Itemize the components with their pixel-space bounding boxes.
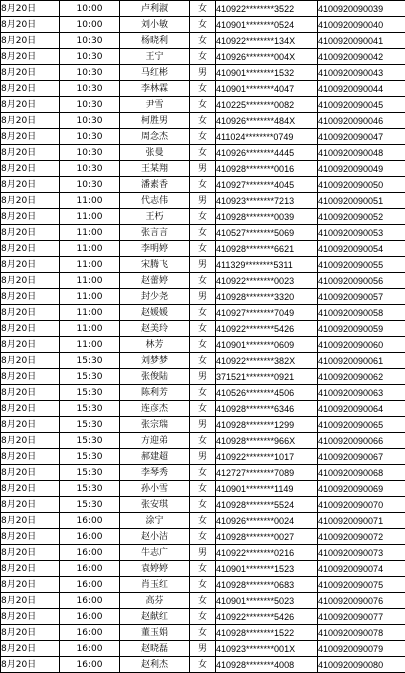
table-row <box>1 177 405 193</box>
date-cell: 8月20日 <box>1 353 60 369</box>
gender-cell: 女 <box>190 1 216 17</box>
registration-number-cell: 4100920090047 <box>318 129 405 145</box>
table-row <box>1 161 405 177</box>
id-number-cell: 410922********5426 <box>216 321 318 337</box>
time-cell: 15:30 <box>60 497 120 513</box>
gender-cell: 女 <box>190 49 216 65</box>
registration-number-cell: 4100920090061 <box>318 353 405 369</box>
registration-number-cell: 4100920090054 <box>318 241 405 257</box>
time-cell: 16:00 <box>60 593 120 609</box>
name-cell: 李明婷 <box>120 241 190 257</box>
id-number-cell: 410922********0023 <box>216 273 318 289</box>
table-row <box>1 625 405 641</box>
table-row <box>1 273 405 289</box>
date-cell: 8月20日 <box>1 1 60 17</box>
time-cell: 16:00 <box>60 529 120 545</box>
gender-cell: 女 <box>190 385 216 401</box>
date-cell: 8月20日 <box>1 337 60 353</box>
date-cell: 8月20日 <box>1 449 60 465</box>
gender-cell: 女 <box>190 593 216 609</box>
table-row <box>1 577 405 593</box>
table-row <box>1 145 405 161</box>
registration-number-cell: 4100920090070 <box>318 497 405 513</box>
table-row <box>1 49 405 65</box>
name-cell: 赵蕾婷 <box>120 273 190 289</box>
date-cell: 8月20日 <box>1 241 60 257</box>
name-cell: 连彦杰 <box>120 401 190 417</box>
date-cell: 8月20日 <box>1 593 60 609</box>
gender-cell: 女 <box>190 177 216 193</box>
date-cell: 8月20日 <box>1 49 60 65</box>
table-row <box>1 401 405 417</box>
registration-number-cell: 4100920090080 <box>318 657 405 673</box>
registration-number-cell: 4100920090045 <box>318 97 405 113</box>
date-cell: 8月20日 <box>1 657 60 673</box>
time-cell: 16:00 <box>60 657 120 673</box>
name-cell: 林芳 <box>120 337 190 353</box>
id-number-cell: 410901********0609 <box>216 337 318 353</box>
table-row <box>1 561 405 577</box>
gender-cell: 女 <box>190 337 216 353</box>
registration-number-cell: 4100920090067 <box>318 449 405 465</box>
date-cell: 8月20日 <box>1 561 60 577</box>
date-cell: 8月20日 <box>1 417 60 433</box>
registration-number-cell: 4100920090073 <box>318 545 405 561</box>
date-cell: 8月20日 <box>1 33 60 49</box>
date-cell: 8月20日 <box>1 129 60 145</box>
id-number-cell: 410928********966X <box>216 433 318 449</box>
id-number-cell: 410926********0024 <box>216 513 318 529</box>
gender-cell: 女 <box>190 305 216 321</box>
date-cell: 8月20日 <box>1 177 60 193</box>
gender-cell: 男 <box>190 449 216 465</box>
gender-cell: 女 <box>190 577 216 593</box>
time-cell: 10:30 <box>60 33 120 49</box>
date-cell: 8月20日 <box>1 577 60 593</box>
date-cell: 8月20日 <box>1 145 60 161</box>
time-cell: 11:00 <box>60 321 120 337</box>
name-cell: 卢利淑 <box>120 1 190 17</box>
id-number-cell: 410922********0216 <box>216 545 318 561</box>
gender-cell: 女 <box>190 225 216 241</box>
time-cell: 11:00 <box>60 289 120 305</box>
id-number-cell: 410926********004X <box>216 49 318 65</box>
table-row <box>1 289 405 305</box>
time-cell: 11:00 <box>60 209 120 225</box>
table-row <box>1 369 405 385</box>
time-cell: 10:30 <box>60 97 120 113</box>
registration-number-cell: 4100920090076 <box>318 593 405 609</box>
date-cell: 8月20日 <box>1 193 60 209</box>
name-cell: 柯胜男 <box>120 113 190 129</box>
date-cell: 8月20日 <box>1 609 60 625</box>
gender-cell: 女 <box>190 145 216 161</box>
table-row <box>1 241 405 257</box>
name-cell: 赵献红 <box>120 609 190 625</box>
table-row <box>1 193 405 209</box>
registration-number-cell: 4100920090040 <box>318 17 405 33</box>
gender-cell: 男 <box>190 161 216 177</box>
time-cell: 15:30 <box>60 401 120 417</box>
registration-number-cell: 4100920090078 <box>318 625 405 641</box>
time-cell: 16:00 <box>60 545 120 561</box>
registration-number-cell: 4100920090044 <box>318 81 405 97</box>
table-row <box>1 33 405 49</box>
table-row <box>1 385 405 401</box>
table-row <box>1 65 405 81</box>
date-cell: 8月20日 <box>1 401 60 417</box>
id-number-cell: 410928********5524 <box>216 497 318 513</box>
name-cell: 张安琪 <box>120 497 190 513</box>
table-row <box>1 17 405 33</box>
registration-number-cell: 4100920090057 <box>318 289 405 305</box>
time-cell: 10:30 <box>60 113 120 129</box>
registration-number-cell: 4100920090051 <box>318 193 405 209</box>
id-number-cell: 410928********0027 <box>216 529 318 545</box>
name-cell: 张宗瑞 <box>120 417 190 433</box>
table-row <box>1 641 405 657</box>
gender-cell: 男 <box>190 289 216 305</box>
gender-cell: 女 <box>190 97 216 113</box>
time-cell: 11:00 <box>60 225 120 241</box>
table-row <box>1 113 405 129</box>
table-row <box>1 129 405 145</box>
time-cell: 15:30 <box>60 369 120 385</box>
name-cell: 赵晓磊 <box>120 641 190 657</box>
time-cell: 11:00 <box>60 273 120 289</box>
id-number-cell: 410927********7049 <box>216 305 318 321</box>
id-number-cell: 410901********4047 <box>216 81 318 97</box>
time-cell: 16:00 <box>60 513 120 529</box>
table-row <box>1 1 405 17</box>
gender-cell: 女 <box>190 609 216 625</box>
date-cell: 8月20日 <box>1 529 60 545</box>
table-row <box>1 465 405 481</box>
registration-number-cell: 4100920090072 <box>318 529 405 545</box>
name-cell: 张曼 <box>120 145 190 161</box>
registration-number-cell: 4100920090060 <box>318 337 405 353</box>
registration-number-cell: 4100920090048 <box>318 145 405 161</box>
gender-cell: 男 <box>190 257 216 273</box>
id-number-cell: 410928********1299 <box>216 417 318 433</box>
table-row <box>1 513 405 529</box>
time-cell: 11:00 <box>60 193 120 209</box>
id-number-cell: 412727********7089 <box>216 465 318 481</box>
gender-cell: 女 <box>190 33 216 49</box>
id-number-cell: 410923********001X <box>216 641 318 657</box>
date-cell: 8月20日 <box>1 369 60 385</box>
name-cell: 马红彬 <box>120 65 190 81</box>
table-row <box>1 657 405 673</box>
date-cell: 8月20日 <box>1 225 60 241</box>
gender-cell: 男 <box>190 369 216 385</box>
id-number-cell: 410922********134X <box>216 33 318 49</box>
table-row <box>1 209 405 225</box>
id-number-cell: 410922********5426 <box>216 609 318 625</box>
gender-cell: 女 <box>190 17 216 33</box>
id-number-cell: 410901********1523 <box>216 561 318 577</box>
name-cell: 李琴秀 <box>120 465 190 481</box>
id-number-cell: 410926********4445 <box>216 145 318 161</box>
name-cell: 陈利芳 <box>120 385 190 401</box>
id-number-cell: 410928********0683 <box>216 577 318 593</box>
table-row <box>1 449 405 465</box>
date-cell: 8月20日 <box>1 321 60 337</box>
gender-cell: 男 <box>190 641 216 657</box>
table-row <box>1 609 405 625</box>
registration-number-cell: 4100920090074 <box>318 561 405 577</box>
registration-number-cell: 4100920090041 <box>318 33 405 49</box>
gender-cell: 女 <box>190 465 216 481</box>
table-row <box>1 321 405 337</box>
name-cell: 涂宁 <box>120 513 190 529</box>
time-cell: 10:00 <box>60 1 120 17</box>
name-cell: 张俊陆 <box>120 369 190 385</box>
date-cell: 8月20日 <box>1 161 60 177</box>
gender-cell: 女 <box>190 241 216 257</box>
name-cell: 方迎弟 <box>120 433 190 449</box>
table-row <box>1 97 405 113</box>
gender-cell: 女 <box>190 433 216 449</box>
id-number-cell: 410928********6621 <box>216 241 318 257</box>
gender-cell: 女 <box>190 113 216 129</box>
id-number-cell: 410922********382X <box>216 353 318 369</box>
time-cell: 11:00 <box>60 241 120 257</box>
name-cell: 尹雪 <box>120 97 190 113</box>
id-number-cell: 410901********0524 <box>216 17 318 33</box>
time-cell: 16:00 <box>60 609 120 625</box>
id-number-cell: 410901********1532 <box>216 65 318 81</box>
table-row <box>1 433 405 449</box>
gender-cell: 男 <box>190 417 216 433</box>
gender-cell: 女 <box>190 81 216 97</box>
table-body <box>1 1 405 673</box>
name-cell: 赵利杰 <box>120 657 190 673</box>
name-cell: 王某翔 <box>120 161 190 177</box>
id-number-cell: 410928********3320 <box>216 289 318 305</box>
id-number-cell: 410901********5023 <box>216 593 318 609</box>
date-cell: 8月20日 <box>1 305 60 321</box>
date-cell: 8月20日 <box>1 113 60 129</box>
table-row <box>1 497 405 513</box>
date-cell: 8月20日 <box>1 497 60 513</box>
table-row <box>1 417 405 433</box>
time-cell: 15:30 <box>60 353 120 369</box>
gender-cell: 男 <box>190 193 216 209</box>
id-number-cell: 410927********4045 <box>216 177 318 193</box>
registration-number-cell: 4100920090068 <box>318 465 405 481</box>
table-row <box>1 545 405 561</box>
registration-number-cell: 4100920090064 <box>318 401 405 417</box>
gender-cell: 女 <box>190 513 216 529</box>
time-cell: 11:00 <box>60 305 120 321</box>
gender-cell: 女 <box>190 481 216 497</box>
name-cell: 代志伟 <box>120 193 190 209</box>
id-number-cell: 410926********484X <box>216 113 318 129</box>
name-cell: 肖玉红 <box>120 577 190 593</box>
time-cell: 15:30 <box>60 417 120 433</box>
registration-number-cell: 4100920090077 <box>318 609 405 625</box>
date-cell: 8月20日 <box>1 65 60 81</box>
time-cell: 10:30 <box>60 129 120 145</box>
registration-number-cell: 4100920090050 <box>318 177 405 193</box>
registration-number-cell: 4100920090052 <box>318 209 405 225</box>
table-row <box>1 225 405 241</box>
registration-number-cell: 4100920090055 <box>318 257 405 273</box>
name-cell: 刘小敏 <box>120 17 190 33</box>
id-number-cell: 410928********1522 <box>216 625 318 641</box>
time-cell: 10:30 <box>60 81 120 97</box>
id-number-cell: 371521********0921 <box>216 369 318 385</box>
gender-cell: 女 <box>190 273 216 289</box>
registration-number-cell: 4100920090071 <box>318 513 405 529</box>
registration-number-cell: 4100920090063 <box>318 385 405 401</box>
registration-number-cell: 4100920090062 <box>318 369 405 385</box>
table-row <box>1 353 405 369</box>
registration-number-cell: 4100920090053 <box>318 225 405 241</box>
date-cell: 8月20日 <box>1 433 60 449</box>
date-cell: 8月20日 <box>1 257 60 273</box>
registration-number-cell: 4100920090075 <box>318 577 405 593</box>
time-cell: 16:00 <box>60 577 120 593</box>
gender-cell: 男 <box>190 65 216 81</box>
name-cell: 潘素香 <box>120 177 190 193</box>
registration-number-cell: 4100920090069 <box>318 481 405 497</box>
date-cell: 8月20日 <box>1 17 60 33</box>
name-cell: 张言言 <box>120 225 190 241</box>
registration-number-cell: 4100920090039 <box>318 1 405 17</box>
gender-cell: 女 <box>190 625 216 641</box>
time-cell: 10:30 <box>60 145 120 161</box>
id-number-cell: 410928********6346 <box>216 401 318 417</box>
table-row <box>1 257 405 273</box>
time-cell: 11:00 <box>60 337 120 353</box>
date-cell: 8月20日 <box>1 289 60 305</box>
gender-cell: 女 <box>190 401 216 417</box>
name-cell: 赵媛媛 <box>120 305 190 321</box>
date-cell: 8月20日 <box>1 81 60 97</box>
date-cell: 8月20日 <box>1 385 60 401</box>
id-number-cell: 410901********1149 <box>216 481 318 497</box>
name-cell: 封少尧 <box>120 289 190 305</box>
date-cell: 8月20日 <box>1 209 60 225</box>
gender-cell: 女 <box>190 497 216 513</box>
time-cell: 10:30 <box>60 65 120 81</box>
time-cell: 15:30 <box>60 481 120 497</box>
registration-number-cell: 4100920090043 <box>318 65 405 81</box>
time-cell: 10:30 <box>60 49 120 65</box>
time-cell: 16:00 <box>60 561 120 577</box>
time-cell: 15:30 <box>60 433 120 449</box>
gender-cell: 女 <box>190 129 216 145</box>
name-cell: 孙小雪 <box>120 481 190 497</box>
name-cell: 王宁 <box>120 49 190 65</box>
name-cell: 郝建超 <box>120 449 190 465</box>
time-cell: 16:00 <box>60 641 120 657</box>
id-number-cell: 410928********4008 <box>216 657 318 673</box>
gender-cell: 女 <box>190 321 216 337</box>
gender-cell: 女 <box>190 209 216 225</box>
table-row <box>1 337 405 353</box>
table-row <box>1 529 405 545</box>
id-number-cell: 410922********1017 <box>216 449 318 465</box>
name-cell: 董玉娟 <box>120 625 190 641</box>
registration-number-cell: 4100920090065 <box>318 417 405 433</box>
date-cell: 8月20日 <box>1 273 60 289</box>
table-row <box>1 593 405 609</box>
table-row <box>1 305 405 321</box>
id-number-cell: 410922********3522 <box>216 1 318 17</box>
registration-number-cell: 4100920090079 <box>318 641 405 657</box>
gender-cell: 女 <box>190 353 216 369</box>
name-cell: 刘梦梦 <box>120 353 190 369</box>
id-number-cell: 410526********4506 <box>216 385 318 401</box>
date-cell: 8月20日 <box>1 641 60 657</box>
time-cell: 15:30 <box>60 385 120 401</box>
registration-number-cell: 4100920090058 <box>318 305 405 321</box>
id-number-cell: 410527********5069 <box>216 225 318 241</box>
id-number-cell: 410928********0016 <box>216 161 318 177</box>
id-number-cell: 410928********0039 <box>216 209 318 225</box>
date-cell: 8月20日 <box>1 481 60 497</box>
name-cell: 杨晓利 <box>120 33 190 49</box>
gender-cell: 女 <box>190 657 216 673</box>
name-cell: 宋腾飞 <box>120 257 190 273</box>
date-cell: 8月20日 <box>1 97 60 113</box>
registration-number-cell: 4100920090059 <box>318 321 405 337</box>
date-cell: 8月20日 <box>1 513 60 529</box>
name-cell: 牛志广 <box>120 545 190 561</box>
gender-cell: 女 <box>190 561 216 577</box>
name-cell: 赵小洁 <box>120 529 190 545</box>
date-cell: 8月20日 <box>1 545 60 561</box>
name-cell: 高芬 <box>120 593 190 609</box>
date-cell: 8月20日 <box>1 465 60 481</box>
gender-cell: 男 <box>190 545 216 561</box>
name-cell: 李林霖 <box>120 81 190 97</box>
id-number-cell: 411329********5311 <box>216 257 318 273</box>
time-cell: 10:30 <box>60 177 120 193</box>
id-number-cell: 410923********7213 <box>216 193 318 209</box>
gender-cell: 女 <box>190 529 216 545</box>
id-number-cell: 410225********0082 <box>216 97 318 113</box>
time-cell: 15:30 <box>60 449 120 465</box>
date-cell: 8月20日 <box>1 625 60 641</box>
registration-number-cell: 4100920090046 <box>318 113 405 129</box>
time-cell: 10:00 <box>60 17 120 33</box>
table-row <box>1 481 405 497</box>
time-cell: 11:00 <box>60 257 120 273</box>
registration-number-cell: 4100920090049 <box>318 161 405 177</box>
registration-number-cell: 4100920090056 <box>318 273 405 289</box>
registration-number-cell: 4100920090066 <box>318 433 405 449</box>
name-cell: 周念杰 <box>120 129 190 145</box>
name-cell: 袁婷婷 <box>120 561 190 577</box>
time-cell: 15:30 <box>60 465 120 481</box>
time-cell: 10:30 <box>60 161 120 177</box>
time-cell: 16:00 <box>60 625 120 641</box>
name-cell: 赵美玲 <box>120 321 190 337</box>
name-cell: 王朽 <box>120 209 190 225</box>
registration-number-cell: 4100920090042 <box>318 49 405 65</box>
table-row <box>1 81 405 97</box>
id-number-cell: 411024********0749 <box>216 129 318 145</box>
